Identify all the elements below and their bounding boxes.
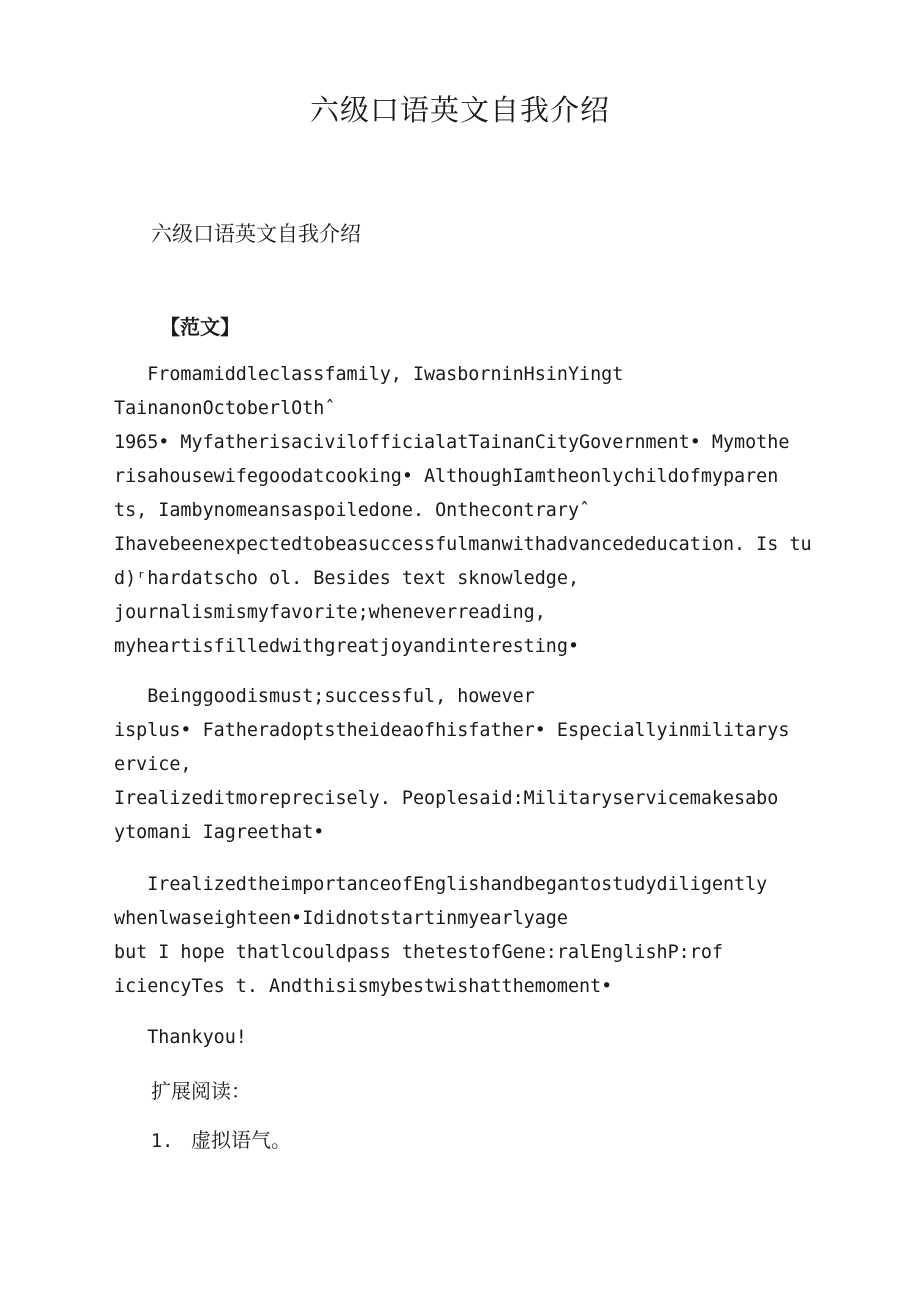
essay-line: risahousewifegoodatcooking• AlthoughIamtheonlychildofmyparen <box>114 466 779 487</box>
essay-line: whenlwaseighteen•Ididnotstartinmyearlyage <box>114 908 568 929</box>
essay-line: TainanonOctoberlOthˆ <box>114 398 336 419</box>
essay-line: Beinggoodismust;successful, however <box>114 686 535 707</box>
essay-line: ytomani Iagreethat• <box>114 822 325 843</box>
list-item-number: 1. <box>151 1131 174 1152</box>
document-subtitle: 六级口语英文自我介绍 <box>151 222 361 246</box>
essay-line: Irealizeditmoreprecisely. Peoplesaid:Militaryservicemakesabo <box>114 788 779 809</box>
essay-line: myheartisfilledwithgreatjoyandinteresting• <box>114 636 580 657</box>
essay-line: ervice, <box>114 754 192 775</box>
essay-line: 1965• MyfatherisacivilofficialatTainanCityGovernment• Mymothe <box>114 432 790 453</box>
list-item-text: 虚拟语气。 <box>191 1128 291 1152</box>
essay-line: ts, Iambynomeansaspoiledone. Onthecontraryˆ <box>114 500 591 521</box>
essay-line: Thankyou! <box>114 1027 247 1048</box>
essay-line: journalismismyfavorite;wheneverreading, <box>114 602 546 623</box>
essay-line: isplus• Fatheradoptstheideaofhisfather• Especiallyinmilitarys <box>114 720 790 741</box>
document-title: 六级口语英文自我介绍 <box>309 93 610 127</box>
essay-line: IrealizedtheimportanceofEnglishandbegantostudydiligently <box>114 874 768 895</box>
essay-line: d)ʳhardatscho ol. Besides text sknowledge, <box>114 568 580 589</box>
essay-paragraph-3 <box>114 868 814 1004</box>
essay-paragraph-4 <box>114 1021 814 1055</box>
list-item <box>151 1124 291 1153</box>
essay-line: Fromamiddleclassfamily, IwasborninHsinYingt <box>114 364 624 385</box>
essay-paragraph-1 <box>114 358 814 664</box>
sample-essay-label: 【范文】 <box>160 315 240 339</box>
essay-line: iciencyTes t. Andthisismybestwishatthemoment• <box>114 976 613 997</box>
essay-line: but I hope thatlcouldpass thetestofGene:ralEnglishP:rof <box>114 942 723 963</box>
essay-line: Ihavebeenexpectedtobeasuccessfulmanwithadvancededucation. Is tu <box>114 534 812 555</box>
essay-paragraph-2 <box>114 680 814 850</box>
extended-reading-label: 扩展阅读： <box>151 1079 251 1103</box>
